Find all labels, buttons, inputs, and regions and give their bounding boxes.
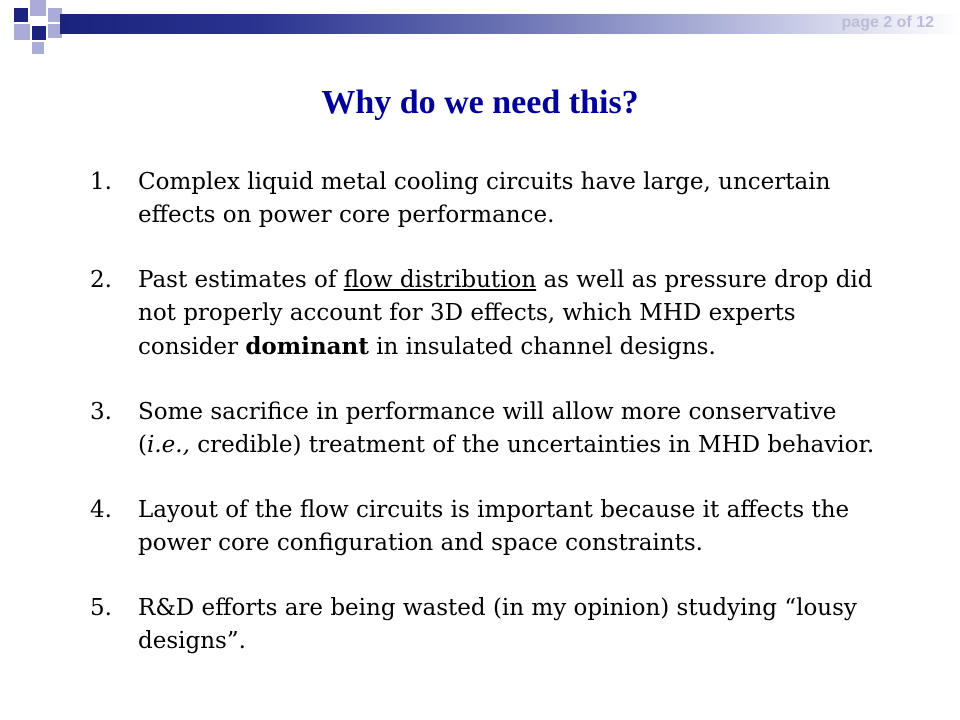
- logo-square-navy-2: [32, 26, 46, 40]
- logo-square-light-3: [14, 24, 30, 40]
- item-text-part: in insulated channel designs.: [368, 334, 716, 360]
- item-text-part: credible) treatment of the uncertainties in MHD behavior.: [189, 432, 875, 458]
- item-text: Layout of the flow circuits is important because it affects the power core configuration and space constraints.: [138, 497, 850, 556]
- reasons-list: [90, 166, 890, 690]
- item-text: Complex liquid metal cooling circuits have large, uncertain effects on power core performance.: [138, 169, 831, 228]
- list-item-1: [90, 166, 890, 232]
- item-text-part: as well as pressure drop did not properly account for 3D effects, which MHD experts consider: [138, 267, 873, 360]
- item-number: 5.: [90, 595, 112, 621]
- item-text-part: Past estimates of: [138, 267, 344, 293]
- item-number: 2.: [90, 267, 112, 293]
- slide-title: Why do we need this?: [321, 84, 639, 121]
- underlined-phrase: flow distribution: [343, 267, 537, 293]
- logo-square-light-5: [32, 42, 44, 54]
- item-text: R&D efforts are being wasted (in my opinion) studying “lousy designs”.: [138, 595, 857, 654]
- list-item-5: [90, 592, 890, 658]
- list-item-2: [90, 264, 890, 364]
- item-number: 4.: [90, 497, 112, 523]
- bold-word: dominant: [245, 333, 369, 360]
- header-banner: [60, 14, 960, 34]
- list-item-4: [90, 494, 890, 560]
- logo-square-navy-1: [14, 8, 28, 22]
- item-number: 1.: [90, 169, 112, 195]
- item-number: 3.: [90, 399, 112, 425]
- list-item-3: [90, 396, 890, 462]
- italic-phrase: i.e.,: [146, 432, 190, 458]
- page-indicator: page 2 of 12: [841, 14, 934, 31]
- logo-square-light-1: [30, 0, 46, 16]
- item-text-part: Some sacrifice in performance will allow more conservative (: [138, 399, 837, 458]
